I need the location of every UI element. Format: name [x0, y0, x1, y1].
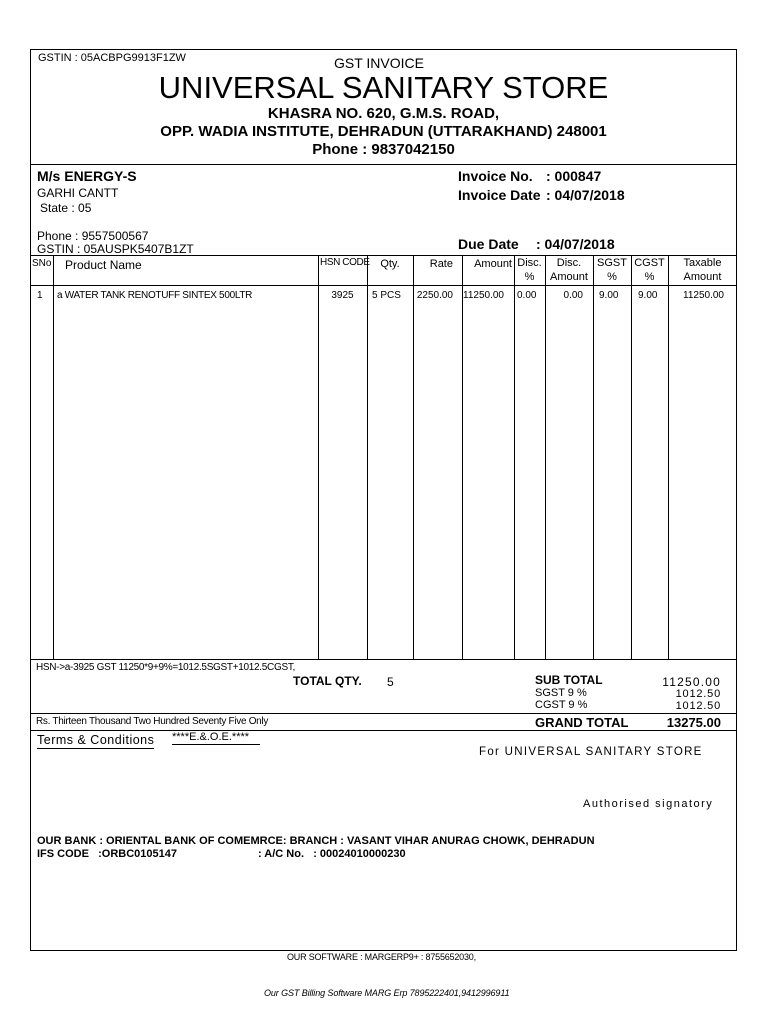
row-disc-amount: 0.00: [563, 290, 583, 301]
row-taxable: 11250.00: [683, 290, 724, 301]
invoice-date-label: Invoice Date: [458, 187, 541, 203]
summary-divider: [30, 713, 737, 714]
store-name: UNIVERSAL SANITARY STORE: [158, 70, 609, 105]
account-number: : A/C No. : 00024010000230: [258, 848, 406, 860]
cgst-total-value: 1012.50: [675, 700, 721, 712]
store-address-line2: OPP. WADIA INSTITUTE, DEHRADUN (UTTARAKHAND) 248001: [160, 123, 607, 140]
bank-details: OUR BANK : ORIENTAL BANK OF COMEMRCE: BRANCH : VASANT VIHAR ANURAG CHOWK, DEHRADUN: [37, 835, 595, 847]
buyer-state: State : 05: [40, 201, 92, 215]
col-header-hsn: HSN CODE: [320, 257, 370, 268]
table-bottom-border: [30, 659, 737, 660]
buyer-name: M/s ENERGY-S: [37, 168, 137, 184]
invoice-no-label: Invoice No.: [458, 168, 533, 184]
total-qty-label: TOTAL QTY.: [293, 674, 362, 688]
col-header-disc-pct: Disc.: [517, 257, 542, 269]
header-divider: [30, 164, 737, 165]
col-header-cgst-sub: %: [644, 271, 655, 283]
buyer-address: GARHI CANTT: [37, 186, 119, 200]
document-type: GST INVOICE: [334, 55, 424, 71]
row-product: a WATER TANK RENOTUFF SINTEX 500LTR: [57, 290, 253, 301]
seller-gstin: GSTIN : 05ACBPG9913F1ZW: [38, 52, 186, 64]
col-header-product: Product Name: [65, 258, 142, 272]
row-hsn: 3925: [331, 290, 354, 301]
due-date-label: Due Date: [458, 236, 519, 252]
authorised-signatory: Authorised signatory: [583, 798, 714, 810]
sub-total-label: SUB TOTAL: [535, 673, 603, 687]
buyer-gstin: GSTIN : 05AUSPK5407B1ZT: [37, 242, 194, 256]
grand-total-divider: [30, 730, 737, 731]
row-cgst: 9.00: [638, 290, 658, 301]
eoe-note: ****E.&.O.E.****: [172, 731, 260, 745]
software-credit: OUR SOFTWARE : MARGERP9+ : 8755652030,: [287, 952, 476, 962]
col-header-amount: Amount: [474, 258, 512, 270]
col-divider: [514, 255, 515, 659]
terms-and-conditions: Terms & Conditions: [37, 733, 155, 747]
col-header-qty: Qty.: [380, 258, 400, 270]
col-divider: [318, 255, 319, 659]
col-divider: [53, 255, 54, 659]
col-header-sgst-sub: %: [607, 271, 617, 283]
cgst-total-label: CGST 9 %: [535, 699, 588, 711]
col-divider: [668, 255, 669, 659]
row-sno: 1: [37, 290, 43, 301]
col-header-disc-amount-sub: Amount: [550, 271, 588, 283]
row-rate: 2250.00: [416, 290, 453, 301]
row-qty: 5 PCS: [372, 290, 401, 301]
row-amount: 11250.00: [463, 290, 504, 301]
grand-total-label: GRAND TOTAL: [535, 715, 629, 730]
col-header-disc-amount: Disc.: [556, 257, 582, 269]
col-header-taxable: Taxable: [683, 257, 722, 269]
col-divider: [631, 255, 632, 659]
amount-in-words: Rs. Thirteen Thousand Two Hundred Seventy Five Only: [36, 716, 269, 727]
col-divider: [593, 255, 594, 659]
col-divider: [462, 255, 463, 659]
col-divider: [545, 255, 546, 659]
invoice-no-value: : 000847: [546, 168, 602, 184]
col-divider: [413, 255, 414, 659]
hsn-tax-note: HSN->a-3925 GST 11250*9+9%=1012.5SGST+1012.5CGST,: [36, 662, 295, 673]
due-date-value: : 04/07/2018: [536, 236, 615, 252]
billing-software-note: Our GST Billing Software MARG Erp 7895222401,9412996911: [264, 988, 510, 998]
row-disc-pct: 0.00: [517, 290, 537, 301]
grand-total-value: 13275.00: [666, 715, 721, 730]
row-sgst: 9.00: [599, 290, 619, 301]
buyer-phone: Phone : 9557500567: [37, 229, 149, 243]
col-header-disc-pct-sub: %: [524, 271, 535, 283]
store-phone: Phone : 9837042150: [312, 141, 455, 158]
for-store-label: For UNIVERSAL SANITARY STORE: [479, 746, 703, 758]
col-header-cgst: CGST: [634, 257, 665, 269]
col-divider: [367, 255, 368, 659]
total-qty-value: 5: [387, 675, 394, 689]
col-header-taxable-sub: Amount: [683, 271, 722, 283]
sgst-total-value: 1012.50: [675, 688, 721, 700]
col-header-sno: SNo: [32, 258, 52, 269]
invoice-date-value: : 04/07/2018: [546, 187, 625, 203]
col-header-rate: Rate: [429, 258, 453, 270]
store-address-line1: KHASRA NO. 620, G.M.S. ROAD,: [267, 105, 500, 122]
sgst-total-label: SGST 9 %: [535, 687, 587, 699]
ifsc-code: IFS CODE :ORBC0105147: [37, 848, 177, 860]
sub-total-value: 11250.00: [662, 675, 721, 689]
col-header-sgst: SGST: [597, 257, 627, 269]
